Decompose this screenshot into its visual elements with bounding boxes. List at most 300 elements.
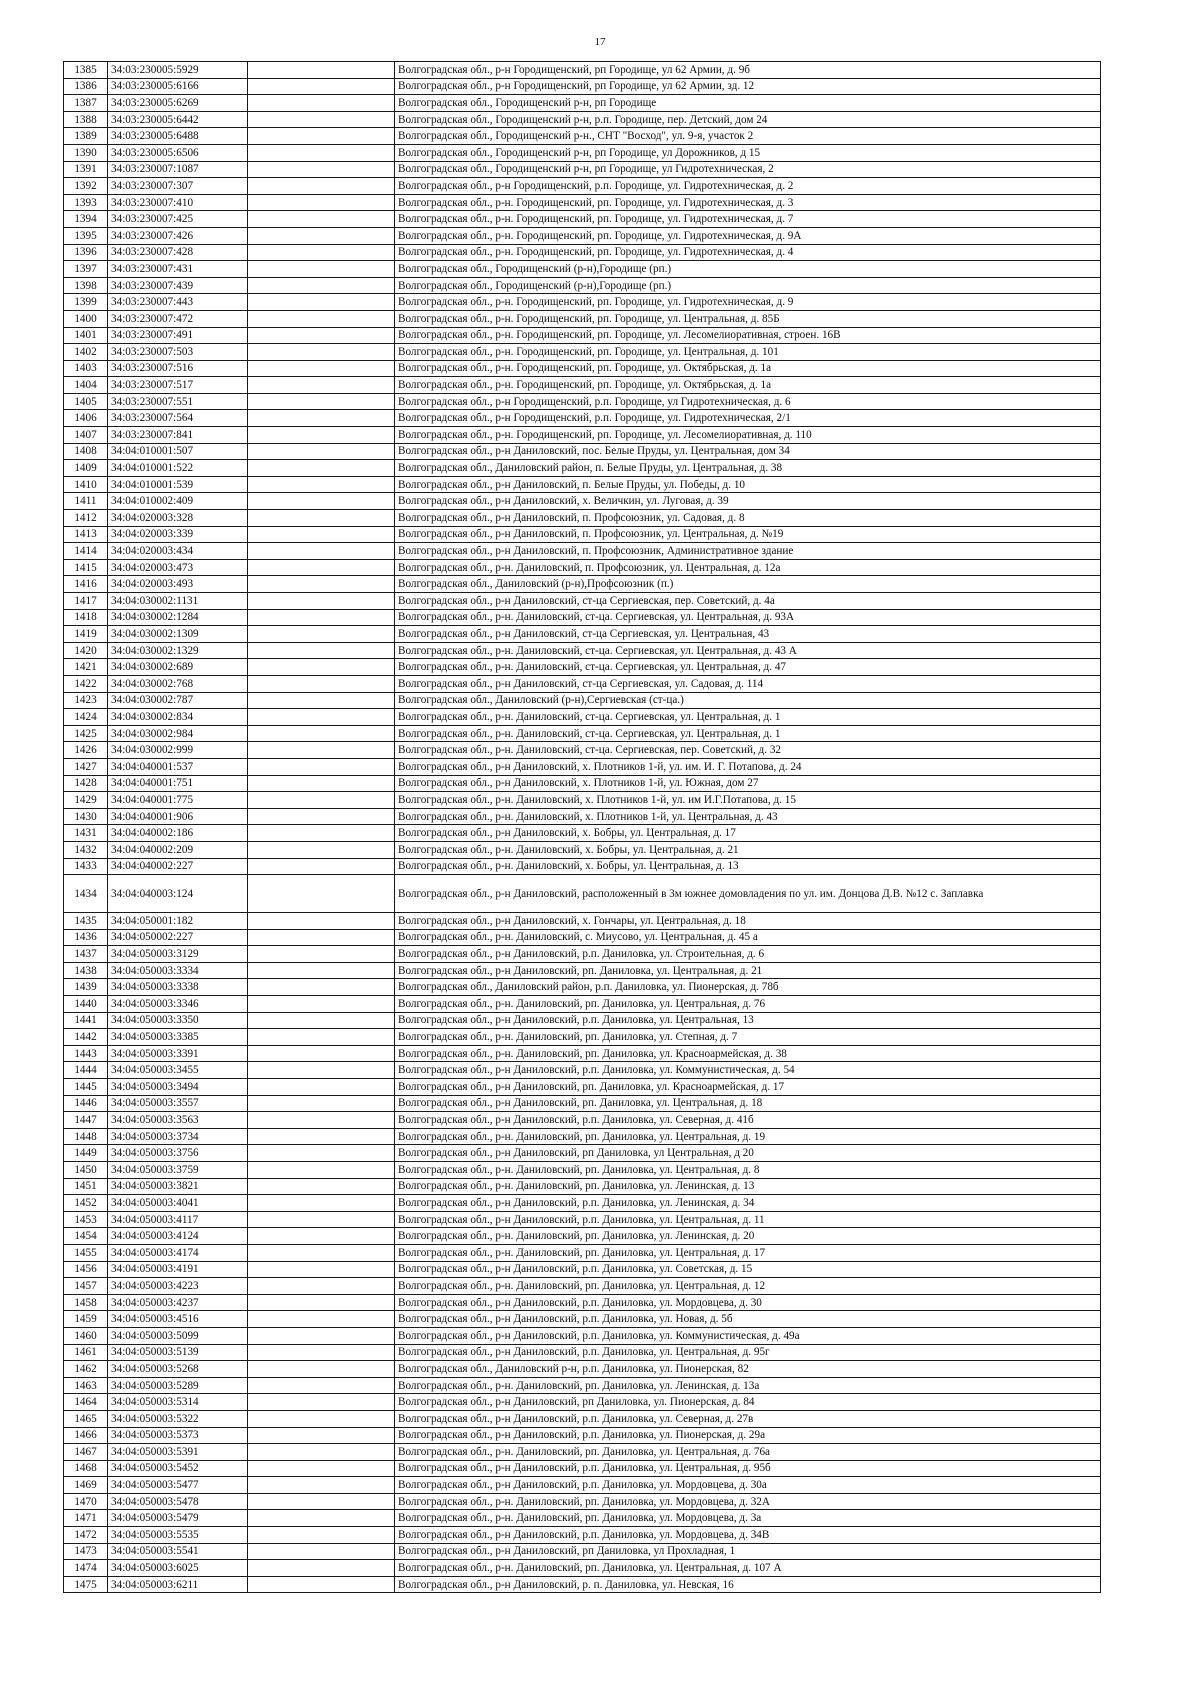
table-row <box>64 962 1101 979</box>
cadastral-number: 34:04:040001:775 <box>108 792 248 809</box>
cadastral-number: 34:03:230005:6488 <box>108 128 248 145</box>
row-number: 1445 <box>64 1079 108 1096</box>
empty-cell <box>248 1095 395 1112</box>
empty-cell <box>248 310 395 327</box>
row-number: 1425 <box>64 725 108 742</box>
address: Волгоградская обл., р-н. Даниловский, ст-ца. Сергиевская, ул. Центральная, д. 47 <box>395 659 1101 676</box>
empty-cell <box>248 1079 395 1096</box>
address: Волгоградская обл., р-н. Даниловский, ст-ца. Сергиевская, ул. Центральная, д. 1 <box>395 709 1101 726</box>
empty-cell <box>248 78 395 95</box>
table-row <box>64 128 1101 145</box>
cadastral-number: 34:03:230007:1087 <box>108 161 248 178</box>
row-number: 1458 <box>64 1294 108 1311</box>
table-row <box>64 808 1101 825</box>
cadastral-number: 34:03:230007:472 <box>108 310 248 327</box>
address: Волгоградская обл., р-н. Даниловский, рп. Даниловка, ул. Центральная, д. 76а <box>395 1444 1101 1461</box>
table-row <box>64 1112 1101 1129</box>
address: Волгоградская обл., р-н. Даниловский, х. Плотников 1-й, ул. Центральная, д. 43 <box>395 808 1101 825</box>
row-number: 1470 <box>64 1493 108 1510</box>
cadastral-number: 34:04:030002:1131 <box>108 593 248 610</box>
table-row <box>64 841 1101 858</box>
table-row <box>64 1162 1101 1179</box>
empty-cell <box>248 128 395 145</box>
empty-cell <box>248 1543 395 1560</box>
row-number: 1387 <box>64 95 108 112</box>
cadastral-number: 34:04:050003:4223 <box>108 1278 248 1295</box>
table-row <box>64 659 1101 676</box>
cadastral-number: 34:03:230005:6506 <box>108 144 248 161</box>
empty-cell <box>248 913 395 930</box>
table-row <box>64 443 1101 460</box>
table-row <box>64 427 1101 444</box>
row-number: 1444 <box>64 1062 108 1079</box>
cadastral-number: 34:04:040001:537 <box>108 758 248 775</box>
row-number: 1423 <box>64 692 108 709</box>
table-row <box>64 1195 1101 1212</box>
row-number: 1410 <box>64 476 108 493</box>
cadastral-number: 34:04:050003:3494 <box>108 1079 248 1096</box>
address: Волгоградская обл., р-н Даниловский, расположенный в 3м южнее домовладения по ул. им. Донцова Д.В. №12 с. Заплавка <box>395 875 1101 913</box>
cadastral-number: 34:04:030002:1284 <box>108 609 248 626</box>
address: Волгоградская обл., р-н. Даниловский, рп. Даниловка, ул. Центральная, д. 12 <box>395 1278 1101 1295</box>
address: Волгоградская обл., р-н Городищенский, рп Городище, ул 62 Армии, д. 9б <box>395 62 1101 79</box>
empty-cell <box>248 1178 395 1195</box>
row-number: 1431 <box>64 825 108 842</box>
table-row <box>64 1045 1101 1062</box>
row-number: 1464 <box>64 1394 108 1411</box>
row-number: 1422 <box>64 675 108 692</box>
empty-cell <box>248 929 395 946</box>
address: Волгоградская обл., р-н. Даниловский, х. Бобры, ул. Центральная, д. 21 <box>395 841 1101 858</box>
row-number: 1421 <box>64 659 108 676</box>
row-number: 1397 <box>64 261 108 278</box>
table-row <box>64 875 1101 913</box>
address: Волгоградская обл., р-н Даниловский, р. п. Даниловка, ул. Невская, 16 <box>395 1576 1101 1593</box>
table-row <box>64 1361 1101 1378</box>
cadastral-number: 34:03:230007:426 <box>108 227 248 244</box>
address: Волгоградская обл., р-н. Городищенский, рп. Городище, ул. Гидротехническая, д. 4 <box>395 244 1101 261</box>
address: Волгоградская обл., Даниловский район, п. Белые Пруды, ул. Центральная, д. 38 <box>395 460 1101 477</box>
address: Волгоградская обл., р-н. Даниловский, рп. Даниловка, ул. Центральная, д. 107 А <box>395 1560 1101 1577</box>
row-number: 1473 <box>64 1543 108 1560</box>
address: Волгоградская обл., р-н Даниловский, р.п. Даниловка, ул. Новая, д. 5б <box>395 1311 1101 1328</box>
table-row <box>64 1527 1101 1544</box>
cadastral-number: 34:04:030002:689 <box>108 659 248 676</box>
table-row <box>64 310 1101 327</box>
cadastral-number: 34:04:050003:5314 <box>108 1394 248 1411</box>
address: Волгоградская обл., р-н Даниловский, рп. Даниловка, ул. Центральная, д. 21 <box>395 962 1101 979</box>
address: Волгоградская обл., р-н. Даниловский, с. Миусово, ул. Центральная, д. 45 а <box>395 929 1101 946</box>
table-row <box>64 913 1101 930</box>
row-number: 1403 <box>64 360 108 377</box>
address: Волгоградская обл., р-н. Даниловский, рп. Даниловка, ул. Мордовцева, д. 32А <box>395 1493 1101 1510</box>
empty-cell <box>248 62 395 79</box>
empty-cell <box>248 1128 395 1145</box>
table-row <box>64 526 1101 543</box>
address: Волгоградская обл., р-н. Городищенский, рп. Городище, ул. Центральная, д. 85Б <box>395 310 1101 327</box>
table-row <box>64 758 1101 775</box>
row-number: 1441 <box>64 1012 108 1029</box>
row-number: 1404 <box>64 377 108 394</box>
row-number: 1432 <box>64 841 108 858</box>
empty-cell <box>248 1294 395 1311</box>
property-table <box>63 61 1101 1593</box>
address: Волгоградская обл., р-н Даниловский, х. Плотников 1-й, ул. им. И. Г. Потапова, д. 24 <box>395 758 1101 775</box>
row-number: 1439 <box>64 979 108 996</box>
cadastral-number: 34:04:050003:5289 <box>108 1377 248 1394</box>
table-row <box>64 1244 1101 1261</box>
empty-cell <box>248 1211 395 1228</box>
address: Волгоградская обл., р-н Городищенский, рп Городище, ул 62 Армии, зд. 12 <box>395 78 1101 95</box>
address: Волгоградская обл., р-н Даниловский, р.п. Даниловка, ул. Центральная, д. 11 <box>395 1211 1101 1228</box>
table-row <box>64 1095 1101 1112</box>
empty-cell <box>248 1062 395 1079</box>
empty-cell <box>248 626 395 643</box>
row-number: 1465 <box>64 1410 108 1427</box>
cadastral-number: 34:04:050003:3821 <box>108 1178 248 1195</box>
empty-cell <box>248 460 395 477</box>
row-number: 1406 <box>64 410 108 427</box>
address: Волгоградская обл., р-н. Даниловский, ст-ца. Сергиевская, пер. Советский, д. 32 <box>395 742 1101 759</box>
empty-cell <box>248 808 395 825</box>
address: Волгоградская обл., р-н Даниловский, р.п. Даниловка, ул. Советская, д. 15 <box>395 1261 1101 1278</box>
cadastral-number: 34:04:030002:999 <box>108 742 248 759</box>
row-number: 1462 <box>64 1361 108 1378</box>
cadastral-number: 34:04:020003:339 <box>108 526 248 543</box>
cadastral-number: 34:04:030002:984 <box>108 725 248 742</box>
cadastral-number: 34:04:050003:5391 <box>108 1444 248 1461</box>
table-row <box>64 294 1101 311</box>
cadastral-number: 34:04:050003:4124 <box>108 1228 248 1245</box>
row-number: 1396 <box>64 244 108 261</box>
table-row <box>64 1228 1101 1245</box>
empty-cell <box>248 360 395 377</box>
empty-cell <box>248 825 395 842</box>
table-row <box>64 775 1101 792</box>
table-row <box>64 1477 1101 1494</box>
table-row <box>64 460 1101 477</box>
row-number: 1426 <box>64 742 108 759</box>
cadastral-number: 34:04:050003:3391 <box>108 1045 248 1062</box>
table-row <box>64 792 1101 809</box>
row-number: 1393 <box>64 194 108 211</box>
empty-cell <box>248 393 395 410</box>
cadastral-number: 34:04:050003:6025 <box>108 1560 248 1577</box>
empty-cell <box>248 211 395 228</box>
table-row <box>64 946 1101 963</box>
cadastral-number: 34:04:050001:182 <box>108 913 248 930</box>
table-row <box>64 1394 1101 1411</box>
address: Волгоградская обл., р-н. Даниловский, п. Профсоюзник, ул. Центральная, д. 12а <box>395 559 1101 576</box>
table-row <box>64 377 1101 394</box>
table-row <box>64 476 1101 493</box>
address: Волгоградская обл., р-н. Даниловский, ст-ца. Сергиевская, ул. Центральная, д. 93А <box>395 609 1101 626</box>
table-row <box>64 1543 1101 1560</box>
address: Волгоградская обл., Городищенский р-н, рп Городище, ул Дорожников, д 15 <box>395 144 1101 161</box>
cadastral-number: 34:04:040001:751 <box>108 775 248 792</box>
cadastral-number: 34:04:050003:4117 <box>108 1211 248 1228</box>
address: Волгоградская обл., р-н. Даниловский, рп. Даниловка, ул. Степная, д. 7 <box>395 1029 1101 1046</box>
empty-cell <box>248 194 395 211</box>
row-number: 1401 <box>64 327 108 344</box>
cadastral-number: 34:04:050003:5452 <box>108 1460 248 1477</box>
address: Волгоградская обл., р-н Городищенский, р.п. Городище, ул. Гидротехническая, д. 2 <box>395 178 1101 195</box>
row-number: 1407 <box>64 427 108 444</box>
table-body <box>64 62 1101 1593</box>
address: Волгоградская обл., р-н Даниловский, пос. Белые Пруды, ул. Центральная, дом 34 <box>395 443 1101 460</box>
empty-cell <box>248 1560 395 1577</box>
address: Волгоградская обл., Городищенский (р-н),Городище (рп.) <box>395 261 1101 278</box>
empty-cell <box>248 1510 395 1527</box>
empty-cell <box>248 792 395 809</box>
address: Волгоградская обл., р-н Даниловский, рп. Даниловка, ул. Красноармейская, д. 17 <box>395 1079 1101 1096</box>
address: Волгоградская обл., р-н Даниловский, ст-ца Сергиевская, ул. Садовая, д. 114 <box>395 675 1101 692</box>
empty-cell <box>248 1228 395 1245</box>
row-number: 1414 <box>64 543 108 560</box>
address: Волгоградская обл., р-н Даниловский, п. Профсоюзник, ул. Садовая, д. 8 <box>395 510 1101 527</box>
cadastral-number: 34:04:010001:522 <box>108 460 248 477</box>
cadastral-number: 34:03:230007:841 <box>108 427 248 444</box>
table-row <box>64 626 1101 643</box>
table-row <box>64 1211 1101 1228</box>
table-row <box>64 1311 1101 1328</box>
cadastral-number: 34:03:230007:516 <box>108 360 248 377</box>
address: Волгоградская обл., р-н. Даниловский, рп. Даниловка, ул. Центральная, д. 19 <box>395 1128 1101 1145</box>
empty-cell <box>248 775 395 792</box>
address: Волгоградская обл., р-н. Даниловский, х. Плотников 1-й, ул. им И.Г.Потапова, д. 15 <box>395 792 1101 809</box>
address: Волгоградская обл., Даниловский (р-н),Профсоюзник (п.) <box>395 576 1101 593</box>
table-row <box>64 1510 1101 1527</box>
table-row <box>64 742 1101 759</box>
row-number: 1469 <box>64 1477 108 1494</box>
table-row <box>64 1460 1101 1477</box>
empty-cell <box>248 1410 395 1427</box>
table-row <box>64 95 1101 112</box>
empty-cell <box>248 443 395 460</box>
address: Волгоградская обл., р-н. Даниловский, ст-ца. Сергиевская, ул. Центральная, д. 1 <box>395 725 1101 742</box>
address: Волгоградская обл., р-н. Городищенский, рп. Городище, ул. Гидротехническая, д. 9 <box>395 294 1101 311</box>
cadastral-number: 34:04:050003:5139 <box>108 1344 248 1361</box>
table-row <box>64 996 1101 1013</box>
address: Волгоградская обл., р-н Даниловский, р.п. Даниловка, ул. Коммунистическая, д. 49а <box>395 1327 1101 1344</box>
empty-cell <box>248 1576 395 1593</box>
empty-cell <box>248 1427 395 1444</box>
table-row <box>64 360 1101 377</box>
address: Волгоградская обл., р-н Даниловский, х. Величкин, ул. Луговая, д. 39 <box>395 493 1101 510</box>
cadastral-number: 34:04:050003:5541 <box>108 1543 248 1560</box>
cadastral-number: 34:04:040001:906 <box>108 808 248 825</box>
address: Волгоградская обл., р-н Даниловский, р.п. Даниловка, ул. Северная, д. 27в <box>395 1410 1101 1427</box>
address: Волгоградская обл., р-н. Городищенский, рп. Городище, ул. Гидротехническая, д. 3 <box>395 194 1101 211</box>
address: Волгоградская обл., р-н Даниловский, р.п. Даниловка, ул. Северная, д. 41б <box>395 1112 1101 1129</box>
row-number: 1392 <box>64 178 108 195</box>
address: Волгоградская обл., р-н. Даниловский, рп. Даниловка, ул. Ленинская, д. 13 <box>395 1178 1101 1195</box>
address: Волгоградская обл., р-н. Даниловский, рп. Даниловка, ул. Мордовцева, д. 3а <box>395 1510 1101 1527</box>
row-number: 1453 <box>64 1211 108 1228</box>
table-row <box>64 1493 1101 1510</box>
table-row <box>64 1377 1101 1394</box>
empty-cell <box>248 709 395 726</box>
empty-cell <box>248 1493 395 1510</box>
cadastral-number: 34:04:050003:5373 <box>108 1427 248 1444</box>
table-row <box>64 194 1101 211</box>
row-number: 1452 <box>64 1195 108 1212</box>
row-number: 1391 <box>64 161 108 178</box>
empty-cell <box>248 659 395 676</box>
address: Волгоградская обл., Даниловский р-н, р.п. Даниловка, ул. Пионерская, 82 <box>395 1361 1101 1378</box>
row-number: 1433 <box>64 858 108 875</box>
table-row <box>64 593 1101 610</box>
address: Волгоградская обл., р-н Даниловский, р.п. Даниловка, ул. Центральная, 13 <box>395 1012 1101 1029</box>
row-number: 1448 <box>64 1128 108 1145</box>
table-row <box>64 277 1101 294</box>
cadastral-number: 34:03:230007:503 <box>108 344 248 361</box>
empty-cell <box>248 144 395 161</box>
cadastral-number: 34:04:050003:3734 <box>108 1128 248 1145</box>
row-number: 1418 <box>64 609 108 626</box>
address: Волгоградская обл., р-н Даниловский, р.п. Даниловка, ул. Мордовцева, д. 30а <box>395 1477 1101 1494</box>
row-number: 1457 <box>64 1278 108 1295</box>
address: Волгоградская обл., р-н. Городищенский, рп. Городище, ул. Гидротехническая, д. 7 <box>395 211 1101 228</box>
address: Волгоградская обл., р-н Даниловский, р.п. Даниловка, ул. Мордовцева, д. 30 <box>395 1294 1101 1311</box>
row-number: 1451 <box>64 1178 108 1195</box>
cadastral-number: 34:04:030002:787 <box>108 692 248 709</box>
empty-cell <box>248 576 395 593</box>
empty-cell <box>248 946 395 963</box>
row-number: 1437 <box>64 946 108 963</box>
table-row <box>64 825 1101 842</box>
address: Волгоградская обл., р-н Даниловский, рп Даниловка, ул Центральная, д 20 <box>395 1145 1101 1162</box>
row-number: 1429 <box>64 792 108 809</box>
cadastral-number: 34:03:230007:517 <box>108 377 248 394</box>
cadastral-number: 34:03:230007:307 <box>108 178 248 195</box>
cadastral-number: 34:04:050003:3385 <box>108 1029 248 1046</box>
cadastral-number: 34:03:230007:491 <box>108 327 248 344</box>
cadastral-number: 34:04:010001:507 <box>108 443 248 460</box>
table-row <box>64 1344 1101 1361</box>
empty-cell <box>248 244 395 261</box>
row-number: 1395 <box>64 227 108 244</box>
table-row <box>64 1178 1101 1195</box>
row-number: 1400 <box>64 310 108 327</box>
empty-cell <box>248 543 395 560</box>
address: Волгоградская обл., р-н Даниловский, х. Гончары, ул. Центральная, д. 18 <box>395 913 1101 930</box>
row-number: 1434 <box>64 875 108 913</box>
address: Волгоградская обл., р-н. Городищенский, рп. Городище, ул. Октябрьская, д. 1а <box>395 360 1101 377</box>
address: Волгоградская обл., р-н Даниловский, р.п. Даниловка, ул. Пионерская, д. 29а <box>395 1427 1101 1444</box>
cadastral-number: 34:04:050003:3759 <box>108 1162 248 1179</box>
empty-cell <box>248 841 395 858</box>
row-number: 1468 <box>64 1460 108 1477</box>
row-number: 1471 <box>64 1510 108 1527</box>
cadastral-number: 34:04:050003:3557 <box>108 1095 248 1112</box>
address: Волгоградская обл., р-н Даниловский, ст-ца Сергиевская, пер. Советский, д. 4а <box>395 593 1101 610</box>
row-number: 1455 <box>64 1244 108 1261</box>
address: Волгоградская обл., р-н. Городищенский, рп. Городище, ул. Лесомелиоративная, строен. 16В <box>395 327 1101 344</box>
address: Волгоградская обл., р-н. Городищенский, рп. Городище, ул. Гидротехническая, д. 9А <box>395 227 1101 244</box>
row-number: 1409 <box>64 460 108 477</box>
cadastral-number: 34:04:040003:124 <box>108 875 248 913</box>
cadastral-number: 34:03:230007:564 <box>108 410 248 427</box>
row-number: 1411 <box>64 493 108 510</box>
empty-cell <box>248 1477 395 1494</box>
empty-cell <box>248 1394 395 1411</box>
row-number: 1402 <box>64 344 108 361</box>
address: Волгоградская обл., р-н. Даниловский, рп. Даниловка, ул. Красноармейская, д. 38 <box>395 1045 1101 1062</box>
address: Волгоградская обл., р-н Даниловский, х. Бобры, ул. Центральная, д. 17 <box>395 825 1101 842</box>
cadastral-number: 34:04:040002:186 <box>108 825 248 842</box>
row-number: 1454 <box>64 1228 108 1245</box>
table-row <box>64 609 1101 626</box>
empty-cell <box>248 1311 395 1328</box>
row-number: 1449 <box>64 1145 108 1162</box>
table-row <box>64 1261 1101 1278</box>
cadastral-number: 34:04:050003:4191 <box>108 1261 248 1278</box>
row-number: 1413 <box>64 526 108 543</box>
row-number: 1385 <box>64 62 108 79</box>
table-row <box>64 244 1101 261</box>
cadastral-number: 34:04:050002:227 <box>108 929 248 946</box>
row-number: 1428 <box>64 775 108 792</box>
row-number: 1435 <box>64 913 108 930</box>
address: Волгоградская обл., р-н Даниловский, р.п. Даниловка, ул. Ленинская, д. 34 <box>395 1195 1101 1212</box>
empty-cell <box>248 510 395 527</box>
empty-cell <box>248 410 395 427</box>
row-number: 1467 <box>64 1444 108 1461</box>
row-number: 1456 <box>64 1261 108 1278</box>
cadastral-number: 34:04:050003:4237 <box>108 1294 248 1311</box>
address: Волгоградская обл., р-н. Даниловский, рп. Даниловка, ул. Ленинская, д. 13а <box>395 1377 1101 1394</box>
table-row <box>64 1444 1101 1461</box>
cadastral-number: 34:04:020003:493 <box>108 576 248 593</box>
cadastral-number: 34:03:230005:5929 <box>108 62 248 79</box>
row-number: 1474 <box>64 1560 108 1577</box>
empty-cell <box>248 178 395 195</box>
address: Волгоградская обл., Даниловский (р-н),Сергиевская (ст-ца.) <box>395 692 1101 709</box>
table-row <box>64 1576 1101 1593</box>
address: Волгоградская обл., р-н Городищенский, р.п. Городище, ул Гидротехническая, д. 6 <box>395 393 1101 410</box>
empty-cell <box>248 161 395 178</box>
row-number: 1417 <box>64 593 108 610</box>
empty-cell <box>248 344 395 361</box>
address: Волгоградская обл., р-н. Даниловский, рп. Даниловка, ул. Ленинская, д. 20 <box>395 1228 1101 1245</box>
empty-cell <box>248 609 395 626</box>
address: Волгоградская обл., р-н. Городищенский, рп. Городище, ул. Октябрьская, д. 1а <box>395 377 1101 394</box>
table-row <box>64 559 1101 576</box>
empty-cell <box>248 1195 395 1212</box>
address: Волгоградская обл., р-н Даниловский, р.п. Даниловка, ул. Коммунистическая, д. 54 <box>395 1062 1101 1079</box>
table-row <box>64 929 1101 946</box>
row-number: 1405 <box>64 393 108 410</box>
row-number: 1443 <box>64 1045 108 1062</box>
table-row <box>64 1145 1101 1162</box>
empty-cell <box>248 962 395 979</box>
table-row <box>64 227 1101 244</box>
empty-cell <box>248 1344 395 1361</box>
row-number: 1388 <box>64 111 108 128</box>
row-number: 1463 <box>64 1377 108 1394</box>
address: Волгоградская обл., р-н Даниловский, п. Белые Пруды, ул. Победы, д. 10 <box>395 476 1101 493</box>
row-number: 1389 <box>64 128 108 145</box>
address: Волгоградская обл., р-н Даниловский, п. Профсоюзник, Административное здание <box>395 543 1101 560</box>
cadastral-number: 34:04:030002:1309 <box>108 626 248 643</box>
empty-cell <box>248 377 395 394</box>
empty-cell <box>248 493 395 510</box>
address: Волгоградская обл., р-н Даниловский, п. Профсоюзник, ул. Центральная, д. №19 <box>395 526 1101 543</box>
cadastral-number: 34:03:230007:439 <box>108 277 248 294</box>
table-row <box>64 1029 1101 1046</box>
cadastral-number: 34:04:050003:3563 <box>108 1112 248 1129</box>
